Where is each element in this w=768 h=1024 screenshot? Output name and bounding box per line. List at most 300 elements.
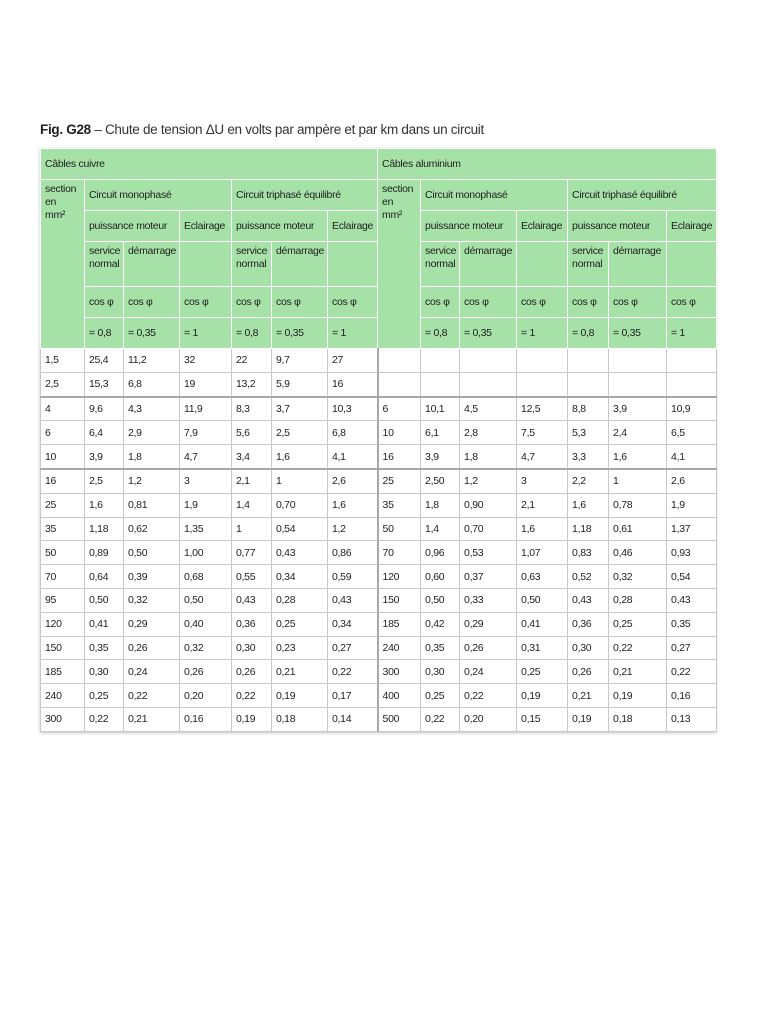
motor-power-header: puissance moteur [85,211,180,242]
table-cell: 25 [41,493,85,517]
table-cell: 0,32 [180,636,232,660]
table-cell: 0,36 [568,612,609,636]
motor-power-header: puissance moteur [232,211,328,242]
table-cell: 22 [232,349,272,373]
table-cell: 0,86 [328,541,378,565]
table-cell: 0,14 [328,707,378,731]
table-cell: 35 [41,517,85,541]
table-cell: 5,6 [232,421,272,445]
table-cell: 240 [378,636,421,660]
cos-value-header: = 0,8 [421,318,460,349]
table-cell: 0,32 [609,565,667,589]
table-cell: 1,2 [124,469,180,493]
table-cell: 1 [232,517,272,541]
section-label-en: en [382,196,394,208]
table-cell: 19 [180,372,232,396]
table-cell: 3,3 [568,445,609,469]
table-cell: 0,43 [232,588,272,612]
table-cell: 0,93 [667,541,717,565]
table-cell: 6,8 [328,421,378,445]
table-cell: 0,55 [232,565,272,589]
table-row [41,565,717,589]
table-cell: 2,6 [328,469,378,493]
cos-value-header: = 0,35 [124,318,180,349]
table-cell: 0,25 [517,660,568,684]
table-cell: 1,6 [85,493,124,517]
table-row [41,707,717,731]
copper-cables-header: Câbles cuivre [41,149,378,180]
table-cell: 0,43 [328,588,378,612]
cos-value-header: = 1 [517,318,568,349]
table-cell: 6,4 [85,421,124,445]
table-cell: 25 [378,469,421,493]
table-cell: 0,19 [568,707,609,731]
table-cell: 6,5 [667,421,717,445]
startup-header: démarrage [609,242,667,287]
table-row [41,541,717,565]
cos-value-header: = 1 [328,318,378,349]
table-cell: 0,28 [609,588,667,612]
table-cell: 0,27 [667,636,717,660]
table-cell: 1,4 [232,493,272,517]
cos-phi-header: cos φ [609,287,667,318]
table-cell: 10,1 [421,397,460,421]
table-cell: 1,8 [460,445,517,469]
copper-three-phase-header: Circuit triphasé équilibré [232,180,378,211]
table-cell: 185 [378,612,421,636]
cos-phi-header: cos φ [421,287,460,318]
table-cell: 4,7 [180,445,232,469]
table-cell: 70 [41,565,85,589]
table-cell: 35 [378,493,421,517]
table-body [41,349,717,732]
table-cell: 0,30 [232,636,272,660]
table-cell: 0,41 [517,612,568,636]
table-cell: 2,4 [609,421,667,445]
table-cell: 1,37 [667,517,717,541]
empty-header-cell [667,242,717,287]
table-cell: 300 [378,660,421,684]
table-cell: 2,5 [85,469,124,493]
table-cell: 0,43 [272,541,328,565]
table-cell: 1,00 [180,541,232,565]
table-cell: 9,7 [272,349,328,373]
cos-value-header: = 0,8 [232,318,272,349]
table-cell: 0,22 [232,684,272,708]
table-cell: 3,4 [232,445,272,469]
cos-value-header: = 0,35 [609,318,667,349]
table-cell: 0,35 [421,636,460,660]
table-cell: 1 [272,469,328,493]
table-cell: 13,2 [232,372,272,396]
table-cell: 0,29 [124,612,180,636]
table-cell [568,372,609,396]
table-cell: 0,34 [272,565,328,589]
table-cell: 0,43 [667,588,717,612]
table-cell: 0,22 [421,707,460,731]
table-cell: 4,7 [517,445,568,469]
table-cell: 5,9 [272,372,328,396]
table-cell: 3,9 [85,445,124,469]
startup-header: démarrage [460,242,517,287]
motor-power-header: puissance moteur [421,211,517,242]
table-cell: 0,78 [609,493,667,517]
aluminium-cables-header: Câbles aluminium [378,149,717,180]
table-cell: 5,3 [568,421,609,445]
table-cell: 0,96 [421,541,460,565]
cos-phi-header: cos φ [180,287,232,318]
table-cell: 0,26 [124,636,180,660]
table-cell: 3 [517,469,568,493]
table-cell: 3,9 [421,445,460,469]
table-cell: 70 [378,541,421,565]
table-cell: 3,9 [609,397,667,421]
table-cell: 7,9 [180,421,232,445]
table-cell: 1,6 [609,445,667,469]
table-cell: 0,23 [272,636,328,660]
cos-phi-header: cos φ [85,287,124,318]
table-cell: 10 [41,445,85,469]
startup-header: démarrage [124,242,180,287]
table-cell: 0,22 [124,684,180,708]
table-row [41,517,717,541]
table-cell: 0,50 [85,588,124,612]
table-cell: 0,19 [517,684,568,708]
table-cell: 0,26 [460,636,517,660]
table-cell: 8,8 [568,397,609,421]
table-cell: 0,54 [667,565,717,589]
cos-value-header: = 0,8 [568,318,609,349]
table-cell: 0,63 [517,565,568,589]
table-cell: 0,35 [85,636,124,660]
table-cell: 0,32 [124,588,180,612]
table-cell: 4,5 [460,397,517,421]
table-cell [609,349,667,373]
copper-section-header [41,180,85,349]
cos-phi-header: cos φ [328,287,378,318]
table-cell: 2,5 [41,372,85,396]
table-row [41,421,717,445]
cos-phi-header: cos φ [568,287,609,318]
aluminium-three-phase-header: Circuit triphasé équilibré [568,180,717,211]
table-cell: 0,21 [272,660,328,684]
table-cell: 10 [378,421,421,445]
table-cell: 0,52 [568,565,609,589]
table-cell: 1,2 [328,517,378,541]
table-cell: 400 [378,684,421,708]
table-cell [609,372,667,396]
table-cell: 4,3 [124,397,180,421]
table-cell [421,372,460,396]
table-cell: 300 [41,707,85,731]
table-cell: 120 [41,612,85,636]
table-cell: 0,89 [85,541,124,565]
cos-value-header: = 0,8 [85,318,124,349]
section-label: section [45,183,77,195]
table-cell [667,372,717,396]
table-cell: 0,13 [667,707,717,731]
table-cell: 0,16 [667,684,717,708]
table-cell: 0,22 [667,660,717,684]
table-cell: 16 [41,469,85,493]
table-cell: 1,9 [667,493,717,517]
table-cell: 0,42 [421,612,460,636]
table-cell: 150 [378,588,421,612]
table-cell: 0,20 [460,707,517,731]
table-cell: 0,90 [460,493,517,517]
table-cell: 50 [378,517,421,541]
empty-header-cell [328,242,378,287]
table-cell: 0,29 [460,612,517,636]
table-row [41,588,717,612]
table-cell: 95 [41,588,85,612]
startup-header: démarrage [272,242,328,287]
table-cell: 0,31 [517,636,568,660]
table-cell: 0,22 [460,684,517,708]
copper-single-phase-header: Circuit monophasé [85,180,232,211]
table-cell: 2,1 [232,469,272,493]
table-cell: 11,2 [124,349,180,373]
figure-caption: – Chute de tension ΔU en volts par ampère et par km dans un circuit [90,122,484,137]
table-cell: 0,53 [460,541,517,565]
table-cell: 0,25 [609,612,667,636]
table-cell: 0,83 [568,541,609,565]
table-cell: 27 [328,349,378,373]
lighting-header: Eclairage [517,211,568,242]
table-cell [460,372,517,396]
table-cell: 15,3 [85,372,124,396]
table-cell: 2,5 [272,421,328,445]
table-cell: 500 [378,707,421,731]
table-cell: 0,54 [272,517,328,541]
table-cell: 0,30 [421,660,460,684]
table-cell: 0,28 [272,588,328,612]
table-cell: 0,70 [460,517,517,541]
table-cell: 0,50 [124,541,180,565]
table-cell: 1,6 [568,493,609,517]
table-cell: 10,9 [667,397,717,421]
table-cell: 0,18 [609,707,667,731]
table-cell: 12,5 [517,397,568,421]
cos-phi-header: cos φ [517,287,568,318]
table-cell: 0,81 [124,493,180,517]
empty-header-cell [180,242,232,287]
table-cell: 1,9 [180,493,232,517]
table-cell: 0,59 [328,565,378,589]
table-cell: 0,25 [272,612,328,636]
table-cell: 1,5 [41,349,85,373]
table-header [41,149,717,349]
table-cell: 0,24 [460,660,517,684]
table-cell: 0,50 [517,588,568,612]
table-cell [568,349,609,373]
table-cell: 0,24 [124,660,180,684]
lighting-header: Eclairage [667,211,717,242]
table-cell: 2,2 [568,469,609,493]
table-cell: 1,6 [328,493,378,517]
normal-service-header: service normal [232,242,272,287]
table-cell: 1,8 [421,493,460,517]
table-cell: 1,2 [460,469,517,493]
section-label-unit: mm² [45,209,66,221]
table-cell: 25,4 [85,349,124,373]
table-cell: 2,1 [517,493,568,517]
table-cell: 1,6 [517,517,568,541]
table-cell: 1,18 [85,517,124,541]
table-cell: 0,25 [85,684,124,708]
table-cell: 6,8 [124,372,180,396]
table-cell: 0,16 [180,707,232,731]
table-cell: 0,37 [460,565,517,589]
table-row [41,493,717,517]
table-row [41,469,717,493]
table-cell: 4,1 [667,445,717,469]
table-row [41,612,717,636]
table-cell: 6 [378,397,421,421]
table-cell: 1,35 [180,517,232,541]
table-cell: 1,18 [568,517,609,541]
table-cell: 1,8 [124,445,180,469]
table-cell: 0,19 [232,707,272,731]
table-cell: 7,5 [517,421,568,445]
table-cell: 0,77 [232,541,272,565]
motor-power-header: puissance moteur [568,211,667,242]
voltage-drop-table [40,148,717,732]
table-cell: 2,6 [667,469,717,493]
table-cell: 10,3 [328,397,378,421]
table-cell: 2,50 [421,469,460,493]
table-cell [421,349,460,373]
table-cell: 0,64 [85,565,124,589]
table-row [41,660,717,684]
table-row [41,397,717,421]
table-cell: 16 [328,372,378,396]
normal-service-header: service normal [421,242,460,287]
table-cell [517,349,568,373]
table-cell: 11,9 [180,397,232,421]
table-cell: 2,9 [124,421,180,445]
table-cell [378,349,421,373]
table-cell: 0,40 [180,612,232,636]
table-cell: 0,21 [124,707,180,731]
table-cell: 120 [378,565,421,589]
table-cell: 6,1 [421,421,460,445]
table-cell: 240 [41,684,85,708]
aluminium-single-phase-header: Circuit monophasé [421,180,568,211]
table-cell: 0,41 [85,612,124,636]
table-cell: 2,8 [460,421,517,445]
table-cell [378,372,421,396]
table-cell: 0,39 [124,565,180,589]
table-cell: 0,46 [609,541,667,565]
table-cell: 0,30 [568,636,609,660]
table-cell: 9,6 [85,397,124,421]
aluminium-section-header [378,180,421,349]
table-cell: 8,3 [232,397,272,421]
table-row [41,636,717,660]
figure-number: Fig. G28 [40,122,91,137]
table-cell: 0,62 [124,517,180,541]
cos-phi-header: cos φ [667,287,717,318]
cos-phi-header: cos φ [460,287,517,318]
table-cell: 0,20 [180,684,232,708]
table-cell: 0,27 [328,636,378,660]
table-cell: 0,19 [272,684,328,708]
cos-phi-header: cos φ [124,287,180,318]
section-label: section [382,183,414,195]
table-cell: 0,50 [421,588,460,612]
table-cell: 0,36 [232,612,272,636]
table-cell: 32 [180,349,232,373]
lighting-header: Eclairage [328,211,378,242]
table-cell: 0,19 [609,684,667,708]
table-cell: 185 [41,660,85,684]
table-cell: 1 [609,469,667,493]
table-cell: 0,22 [85,707,124,731]
normal-service-header: service normal [568,242,609,287]
cos-phi-header: cos φ [272,287,328,318]
table-cell: 0,21 [609,660,667,684]
table-cell: 0,26 [232,660,272,684]
table-cell: 0,15 [517,707,568,731]
table-cell: 0,17 [328,684,378,708]
table-cell: 0,25 [421,684,460,708]
table-cell: 0,18 [272,707,328,731]
cos-value-header: = 1 [667,318,717,349]
table-cell: 0,22 [609,636,667,660]
table-cell: 0,34 [328,612,378,636]
table-cell: 4 [41,397,85,421]
table-cell [667,349,717,373]
cos-value-header: = 0,35 [460,318,517,349]
table-cell: 0,26 [568,660,609,684]
cos-value-header: = 0,35 [272,318,328,349]
table-cell: 6 [41,421,85,445]
figure-title [40,122,484,137]
normal-service-header: service normal [85,242,124,287]
table-cell: 0,35 [667,612,717,636]
table-row [41,445,717,469]
table-cell: 3 [180,469,232,493]
table-cell [517,372,568,396]
table-cell: 0,43 [568,588,609,612]
voltage-drop-table-container [40,148,716,732]
cos-value-header: = 1 [180,318,232,349]
table-cell: 0,30 [85,660,124,684]
table-cell: 0,26 [180,660,232,684]
table-cell: 3,7 [272,397,328,421]
table-cell: 16 [378,445,421,469]
table-cell: 0,68 [180,565,232,589]
table-cell: 0,61 [609,517,667,541]
table-cell: 0,22 [328,660,378,684]
table-row [41,349,717,373]
table-cell: 1,07 [517,541,568,565]
table-cell: 4,1 [328,445,378,469]
section-label-en: en [45,196,57,208]
table-cell: 0,70 [272,493,328,517]
table-cell: 0,21 [568,684,609,708]
empty-header-cell [517,242,568,287]
section-label-unit: mm² [382,209,403,221]
table-row [41,372,717,396]
table-cell: 1,6 [272,445,328,469]
table-cell: 50 [41,541,85,565]
cos-phi-header: cos φ [232,287,272,318]
table-cell: 1,4 [421,517,460,541]
lighting-header: Eclairage [180,211,232,242]
table-cell: 150 [41,636,85,660]
